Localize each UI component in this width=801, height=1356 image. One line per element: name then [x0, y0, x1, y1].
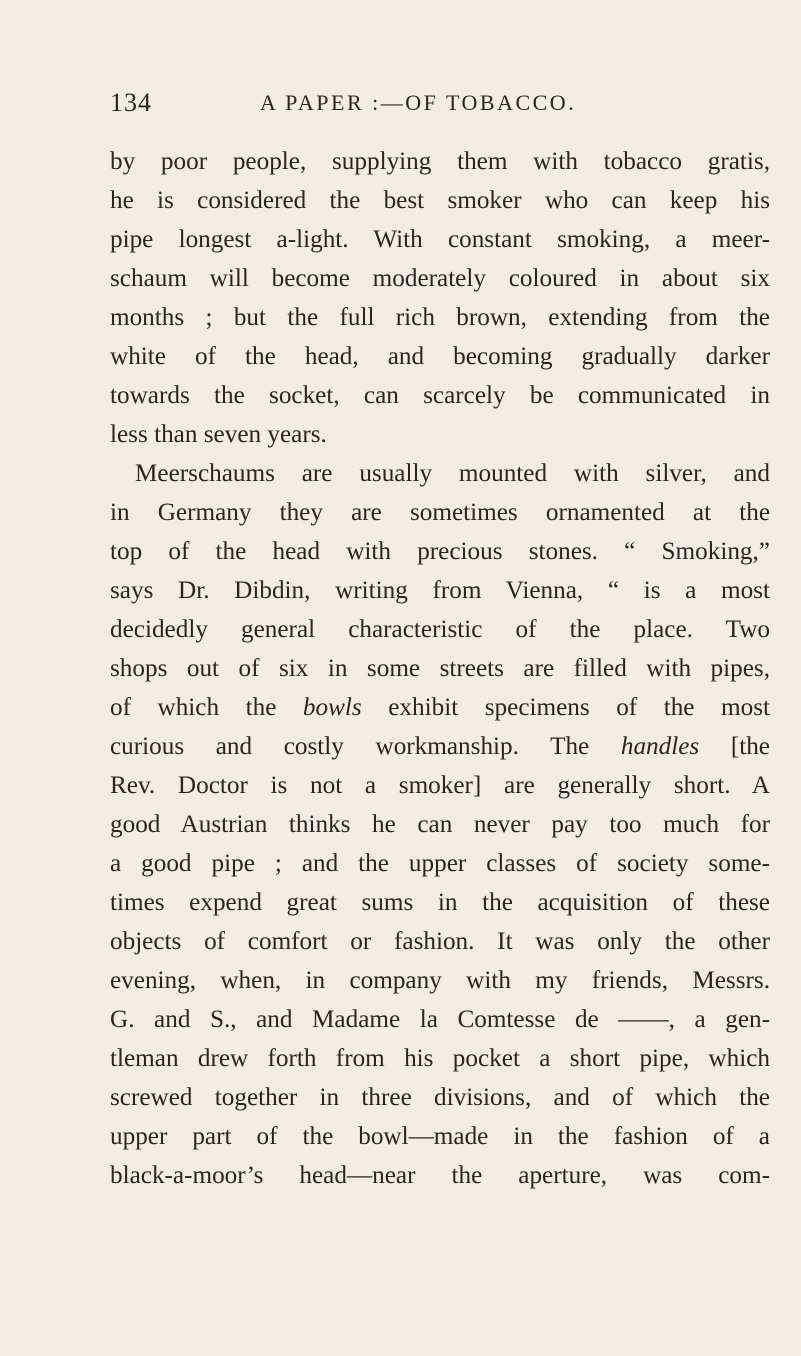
- text-line: [110, 298, 770, 337]
- text-segment: curious and costly workmanship. The: [110, 733, 621, 760]
- text-line: [110, 181, 770, 220]
- text-segment: tleman drew forth from his pocket a short pipe, which: [110, 1045, 770, 1072]
- running-head: A PAPER :—OF TOBACCO.: [260, 90, 577, 115]
- text-segment: months ; but the full rich brown, extending from the: [110, 304, 770, 331]
- text-segment: top of the head with precious stones. “ Smoking,”: [110, 538, 770, 565]
- text-segment: black-a-moor’s head—near the aperture, was com-: [110, 1162, 770, 1189]
- text-segment: good Austrian thinks he can never pay too much for: [110, 811, 770, 838]
- text-line: [110, 766, 770, 805]
- text-segment: by poor people, supplying them with tobacco gratis,: [110, 148, 770, 175]
- text-segment: a good pipe ; and the upper classes of society some-: [110, 850, 770, 877]
- italic-word: handles: [620, 733, 700, 760]
- text-segment: evening, when, in company with my friends, Messrs.: [110, 967, 770, 994]
- text-line: [110, 649, 770, 688]
- text-line: [110, 337, 770, 376]
- text-segment: decidedly general characteristic of the place. Two: [110, 616, 770, 643]
- text-line: [110, 883, 770, 922]
- text-segment: [the: [699, 733, 770, 760]
- text-line: [110, 220, 770, 259]
- text-segment: objects of comfort or fashion. It was only the other: [110, 928, 770, 955]
- text-line: [110, 1156, 770, 1195]
- page-header: [110, 88, 770, 122]
- text-line: [110, 1078, 770, 1117]
- text-line: [110, 493, 770, 532]
- text-segment: pipe longest a-light. With constant smoking, a meer-: [110, 226, 770, 253]
- text-line: [110, 844, 770, 883]
- text-line: [110, 961, 770, 1000]
- text-line: [110, 688, 770, 727]
- text-segment: times expend great sums in the acquisition of these: [110, 889, 770, 916]
- text-segment: says Dr. Dibdin, writing from Vienna, “ is a most: [110, 577, 770, 604]
- text-segment: shops out of six in some streets are filled with pipes,: [110, 655, 770, 682]
- text-segment: G. and S., and Madame la Comtesse de ——, a gen-: [110, 1006, 770, 1033]
- text-line: [110, 376, 770, 415]
- text-line: [110, 259, 770, 298]
- text-line: [110, 571, 770, 610]
- text-line: [110, 454, 770, 493]
- text-segment: screwed together in three divisions, and of which the: [110, 1084, 770, 1111]
- text-segment: he is considered the best smoker who can keep his: [110, 187, 770, 214]
- text-line: [110, 142, 770, 181]
- text-segment: of which the: [110, 694, 303, 721]
- italic-word: bowls: [302, 694, 362, 721]
- page-number: 134: [110, 88, 152, 117]
- text-segment: schaum will become moderately coloured in about six: [110, 265, 770, 292]
- body-text: [110, 142, 770, 1195]
- text-line: [110, 727, 770, 766]
- text-line: [110, 1117, 770, 1156]
- text-segment: towards the socket, can scarcely be communicated in: [110, 382, 770, 409]
- text-segment: upper part of the bowl—made in the fashion of a: [110, 1123, 770, 1150]
- text-line: [110, 1039, 770, 1078]
- text-segment: exhibit specimens of the most: [361, 694, 770, 721]
- text-segment: Rev. Doctor is not a smoker] are generally short. A: [110, 772, 770, 799]
- text-line: [110, 805, 770, 844]
- text-line: [110, 415, 770, 454]
- text-line: [110, 922, 770, 961]
- text-line: [110, 532, 770, 571]
- text-segment: less than seven years.: [110, 421, 327, 448]
- text-line: [110, 1000, 770, 1039]
- text-segment: Meerschaums are usually mounted with silver, and: [135, 460, 770, 487]
- text-segment: white of the head, and becoming gradually darker: [110, 343, 770, 370]
- text-segment: in Germany they are sometimes ornamented at the: [110, 499, 770, 526]
- text-line: [110, 610, 770, 649]
